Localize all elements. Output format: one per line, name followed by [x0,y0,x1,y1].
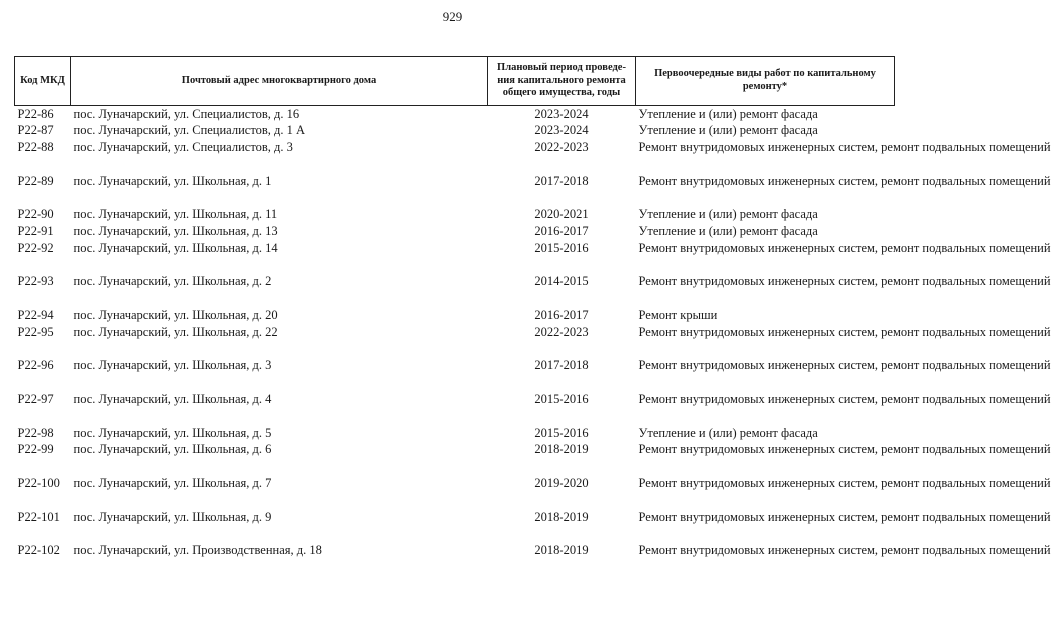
cell-address: пос. Луначарский, ул. Производственная, д. 18 [73,543,322,558]
cell-code: Р22-100 [17,476,60,491]
cell-period: 2020-2021 [534,207,589,222]
cell-address: пос. Луначарский, ул. Специалистов, д. 1 А [73,123,306,138]
table-row [15,139,895,173]
cell-period: 2023-2024 [534,107,589,121]
cell-works: Ремонт внутридомовых инженерных систем, ремонт подвальных помещений [638,392,1051,407]
table-row [15,391,895,425]
cell-address: пос. Луначарский, ул. Школьная, д. 3 [73,358,272,373]
cell-code: Р22-96 [17,358,54,373]
cell-code: Р22-99 [17,442,54,457]
cell-works: Ремонт внутридомовых инженерных систем, ремонт подвальных помещений [638,274,1051,289]
cell-works: Ремонт внутридомовых инженерных систем, ремонт подвальных помещений [638,173,1051,188]
page-number: 929 [442,9,463,24]
table-row [15,307,895,324]
cell-address: пос. Луначарский, ул. Школьная, д. 11 [73,207,278,222]
cell-address: пос. Луначарский, ул. Школьная, д. 1 [73,173,272,188]
cell-works: Ремонт внутридомовых инженерных систем, ремонт подвальных помещений [638,476,1051,491]
table-row [15,425,895,442]
table-row [15,357,895,391]
cell-code: Р22-91 [17,224,54,239]
cell-address: пос. Луначарский, ул. Школьная, д. 4 [73,392,272,407]
cell-address: пос. Луначарский, ул. Школьная, д. 22 [73,324,278,339]
cell-code: Р22-97 [17,392,54,407]
cell-period: 2022-2023 [534,140,589,155]
cell-address: пос. Луначарский, ул. Школьная, д. 7 [73,476,272,491]
cell-code: Р22-93 [17,274,54,289]
cell-period: 2022-2023 [534,324,589,339]
cell-works: Утепление и (или) ремонт фасада [638,425,818,440]
cell-code: Р22-95 [17,324,54,339]
cell-works: Ремонт внутридомовых инженерных систем, ремонт подвальных помещений [638,240,1051,255]
cell-code: Р22-90 [17,207,54,222]
cell-period: 2017-2018 [534,173,589,188]
cell-period: 2019-2020 [534,476,589,491]
table-row [15,206,895,223]
cell-code: Р22-101 [17,509,60,524]
cell-code: Р22-86 [17,107,54,121]
cell-works: Ремонт внутридомовых инженерных систем, ремонт подвальных помещений [638,442,1051,457]
table-row [15,240,895,274]
cell-address: пос. Луначарский, ул. Специалистов, д. 3 [73,140,293,155]
cell-address: пос. Луначарский, ул. Школьная, д. 20 [73,308,278,323]
cell-period: 2016-2017 [534,308,589,323]
table-row [15,324,895,358]
cell-works: Ремонт внутридомовых инженерных систем, ремонт подвальных помещений [638,140,1051,155]
table-row [15,273,895,307]
table-row [15,106,895,123]
table-row [15,441,895,475]
cell-code: Р22-94 [17,308,54,323]
cell-code: Р22-88 [17,140,54,155]
cell-address: пос. Луначарский, ул. Школьная, д. 5 [73,425,272,440]
header-period: Плановый период проведе-ния капитального ремонта общего имущества, годы [488,57,636,106]
cell-code: Р22-89 [17,173,54,188]
cell-works: Утепление и (или) ремонт фасада [638,224,818,239]
cell-period: 2014-2015 [534,274,589,289]
table-row [15,173,895,207]
cell-address: пос. Луначарский, ул. Школьная, д. 6 [73,442,272,457]
capital-repair-table [14,56,1051,576]
cell-works: Ремонт внутридомовых инженерных систем, ремонт подвальных помещений [638,324,1051,339]
cell-period: 2015-2016 [534,240,589,255]
cell-code: Р22-98 [17,425,54,440]
cell-works: Ремонт крыши [638,308,718,323]
cell-works: Утепление и (или) ремонт фасада [638,207,818,222]
cell-address: пос. Луначарский, ул. Школьная, д. 2 [73,274,272,289]
cell-period: 2016-2017 [534,224,589,239]
table-row [15,122,895,139]
header-address: Почтовый адрес многоквартирного дома [71,57,488,106]
cell-works: Ремонт внутридомовых инженерных систем, ремонт подвальных помещений [638,509,1051,524]
cell-period: 2015-2016 [534,392,589,407]
cell-address: пос. Луначарский, ул. Школьная, д. 14 [73,240,278,255]
table-row [15,475,895,509]
cell-period: 2017-2018 [534,358,589,373]
table-row [15,223,895,240]
cell-works: Утепление и (или) ремонт фасада [638,107,818,121]
cell-period: 2018-2019 [534,442,589,457]
cell-period: 2018-2019 [534,543,589,558]
cell-code: Р22-92 [17,240,54,255]
cell-address: пос. Луначарский, ул. Школьная, д. 9 [73,509,272,524]
cell-period: 2015-2016 [534,425,589,440]
table-row [15,542,895,576]
cell-address: пос. Луначарский, ул. Специалистов, д. 16 [73,107,300,121]
table-row [15,509,895,543]
cell-period: 2018-2019 [534,509,589,524]
table-body [15,106,1051,576]
cell-address: пос. Луначарский, ул. Школьная, д. 13 [73,224,278,239]
header-works: Первоочередные виды работ по капитальному ремонту* [636,57,895,106]
cell-period: 2023-2024 [534,123,589,138]
header-code: Код МКД [15,57,71,106]
cell-code: Р22-102 [17,543,60,558]
table-header [15,57,895,106]
cell-works: Ремонт внутридомовых инженерных систем, ремонт подвальных помещений [638,543,1051,558]
cell-works: Ремонт внутридомовых инженерных систем, ремонт подвальных помещений [638,358,1051,373]
cell-works: Утепление и (или) ремонт фасада [638,123,818,138]
cell-code: Р22-87 [17,123,54,138]
